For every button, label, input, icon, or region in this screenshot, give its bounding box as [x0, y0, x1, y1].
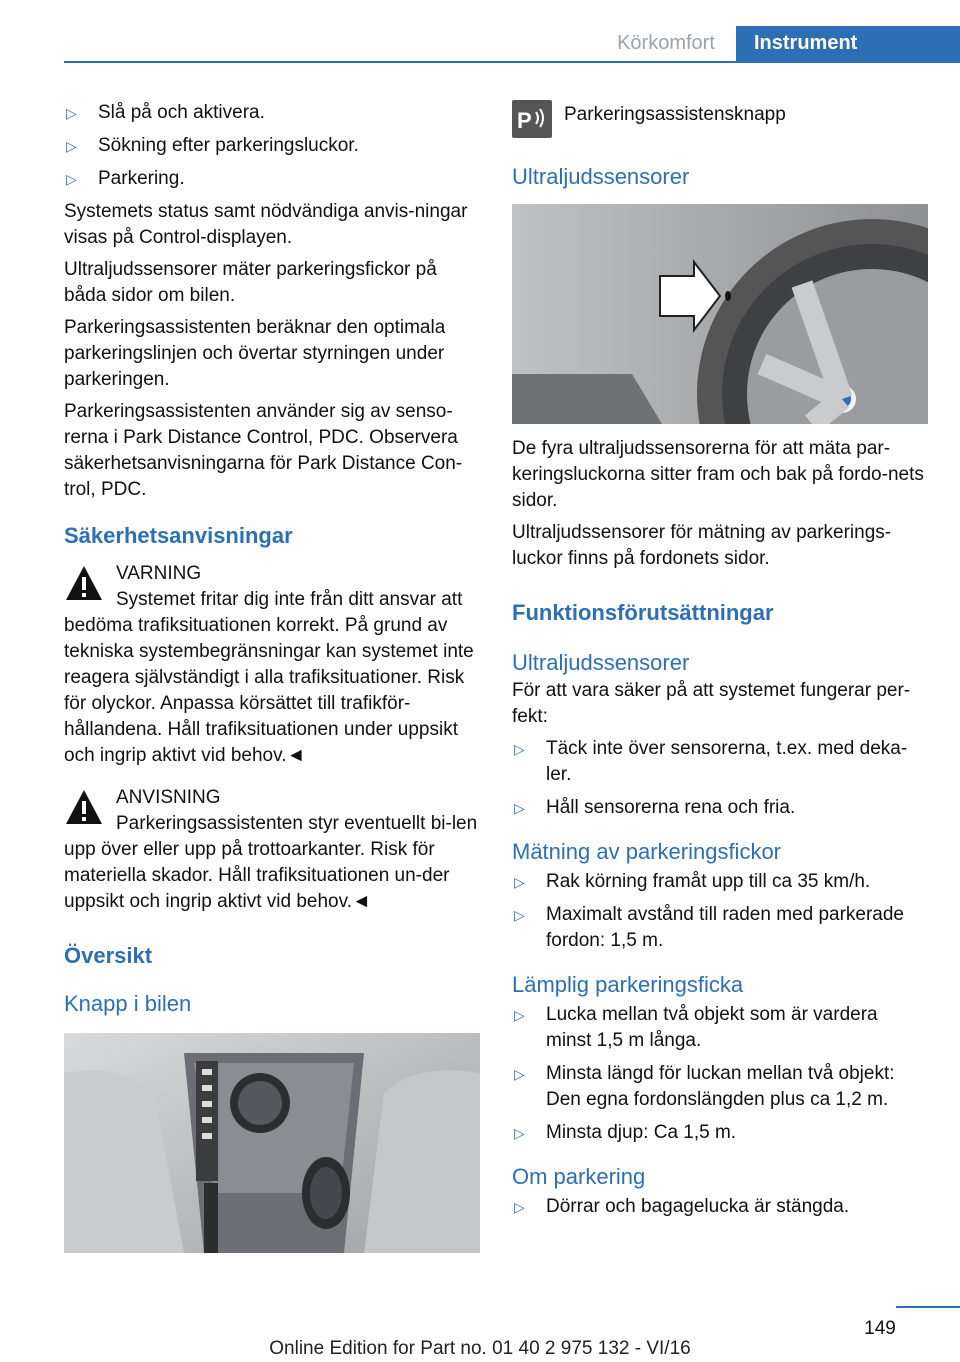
sensor-location-photo	[512, 204, 928, 424]
list-item: ▷ Minsta djup: Ca 1,5 m.	[512, 1120, 928, 1146]
heading-suitable-space: Lämplig parkeringsficka	[512, 972, 744, 997]
warning-block	[64, 561, 480, 769]
warning-icon	[64, 563, 104, 603]
button-label: Parkeringsassistensknapp	[564, 104, 786, 125]
online-edition-note: Online Edition for Part no. 01 40 2 975 132 - VI/16	[269, 1338, 691, 1359]
parking-assist-button-legend	[512, 100, 928, 138]
triangle-bullet-icon: ▷	[514, 1125, 525, 1141]
heading-button-in-car: Knapp i bilen	[64, 991, 192, 1016]
triangle-bullet-icon: ▷	[66, 138, 77, 154]
list-item: ▷ Lucka mellan två objekt som är vardera minst 1,5 m långa.	[512, 1002, 928, 1054]
paragraph: För att vara säker på att systemet fungerar per-fekt:	[512, 680, 911, 727]
triangle-bullet-icon: ▷	[514, 741, 525, 757]
page-number: 149	[864, 1318, 896, 1339]
right-column	[512, 100, 928, 1227]
triangle-bullet-icon: ▷	[514, 1007, 525, 1023]
triangle-bullet-icon: ▷	[514, 907, 525, 923]
left-column	[64, 100, 480, 1253]
heading-measuring: Mätning av parkeringsfickor	[512, 839, 782, 864]
header-rule	[64, 61, 960, 63]
paragraph: Parkeringsassistenten använder sig av senso-rerna i Park Distance Control, PDC. Observera säkerhetsanvisningarna för Park Distance Con-trol, PDC.	[64, 401, 463, 500]
paragraph: Ultraljudssensorer mäter parkeringsfickor på båda sidor om bilen.	[64, 259, 437, 306]
warning-icon	[64, 787, 104, 827]
list-item: ▷ Maximalt avstånd till raden med parkerade fordon: 1,5 m.	[512, 902, 928, 954]
heading-safety: Säkerhetsanvisningar	[64, 523, 293, 548]
triangle-bullet-icon: ▷	[66, 171, 77, 187]
paragraph: Parkeringsassistenten beräknar den optimala parkeringslinjen och övertar styrningen under parkeringen.	[64, 317, 446, 390]
triangle-bullet-icon: ▷	[66, 105, 77, 121]
header-section: Körkomfort	[617, 32, 715, 54]
parking-assist-button-icon	[512, 100, 552, 138]
list-item: ▷ Dörrar och bagagelucka är stängda.	[512, 1194, 928, 1220]
triangle-bullet-icon: ▷	[514, 800, 525, 816]
center-console-photo	[64, 1033, 480, 1253]
footer-rule	[896, 1306, 960, 1308]
triangle-bullet-icon: ▷	[514, 874, 525, 890]
warning-text: Systemet fritar dig inte från ditt ansvar att bedöma trafiksituationen korrekt. På grund av tekniska systembegränsningar kan systemet inte reagera självständigt i alla trafiksituationer. Risk för olyckor. Anpassa körsättet till trafikför-hållandena. Håll trafiksituationen under uppsikt och ingrip aktivt vid behov.◄	[64, 589, 474, 766]
paragraph: De fyra ultraljudssensorerna för att mäta par-keringsluckorna sitter fram och bak på fordo-nets sidor.	[512, 438, 924, 511]
list-item: ▷ Slå på och aktivera.	[64, 100, 480, 126]
list-item: ▷ Sökning efter parkeringsluckor.	[64, 133, 480, 159]
list-item: ▷ Minsta längd för luckan mellan två objekt: Den egna fordonslängden plus ca 1,2 m.	[512, 1061, 928, 1113]
list-item: ▷ Parkering.	[64, 166, 480, 192]
notice-text: Parkeringsassistenten styr eventuellt bi-len upp över eller upp på trottoarkanter. Risk för materiella skador. Håll trafiksituationen un-der uppsikt och ingrip aktivt vid behov.◄	[64, 813, 478, 912]
heading-ultrasonic-sensors: Ultraljudssensorer	[512, 164, 690, 189]
list-item: ▷ Täck inte över sensorerna, t.ex. med deka-ler.	[512, 736, 928, 788]
paragraph: Systemets status samt nödvändiga anvis-ningar visas på Control-displayen.	[64, 201, 468, 248]
list-item: ▷ Rak körning framåt upp till ca 35 km/h.	[512, 869, 928, 895]
heading-overview: Översikt	[64, 943, 153, 968]
svg-text:P: P	[517, 108, 532, 133]
triangle-bullet-icon: ▷	[514, 1199, 525, 1215]
triangle-bullet-icon: ▷	[514, 1066, 525, 1082]
warning-title: VARNING	[116, 563, 202, 584]
list-item: ▷ Håll sensorerna rena och fria.	[512, 795, 928, 821]
heading-ultrasonic-sensors-2: Ultraljudssensorer	[512, 650, 690, 675]
paragraph: Ultraljudssensorer för mätning av parkerings-luckor finns på fordonets sidor.	[512, 522, 892, 569]
header-chapter: Instrument	[736, 26, 960, 62]
notice-block	[64, 785, 480, 915]
heading-function-requirements: Funktionsförutsättningar	[512, 600, 774, 625]
notice-title: ANVISNING	[116, 787, 221, 808]
heading-about-parking: Om parkering	[512, 1164, 646, 1189]
